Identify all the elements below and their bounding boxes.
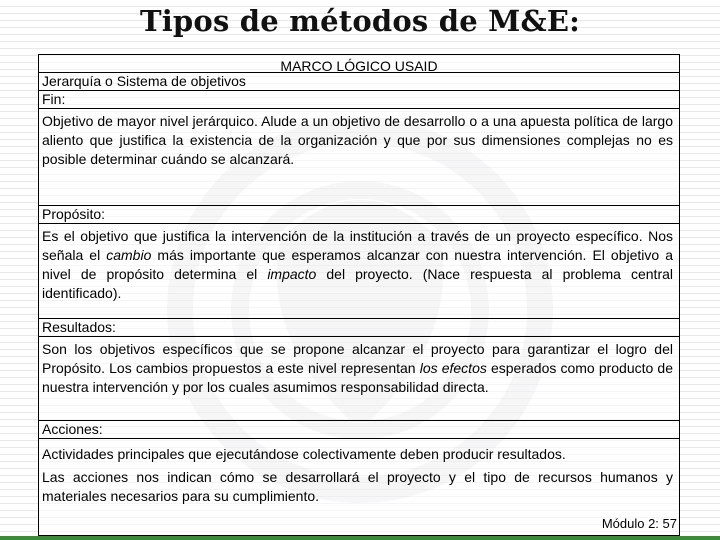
section-heading-proposito: Propósito:: [39, 205, 679, 224]
section-text-proposito: Es el objetivo que justifica la intervención de la institución a través de un proyecto específico. Nos señala el cambio más importante que esperamos alcanzar con nuestra intervención. El objetivo a nivel de propósito determina el impacto del proyecto. (Nace respuesta al problema central identificado).: [42, 228, 674, 301]
emphasis-impacto: impacto: [267, 266, 317, 282]
section-text-acciones-2: Las acciones nos indican cómo se desarrollará el proyecto y el tipo de recursos humanos y materiales necesarios para su cumplimiento.: [42, 469, 673, 504]
slide-footer: Módulo 2: 57: [601, 516, 677, 531]
emphasis-cambio: cambio: [106, 247, 152, 263]
section-text-acciones-1: Actividades principales que ejecutándose colectivamente deben producir resultados.: [42, 446, 566, 462]
emphasis-efectos: los efectos: [419, 360, 487, 376]
section-text-fin: Objetivo de mayor nivel jerárquico. Alude a un objetivo de desarrollo o a una apuesta política de largo aliento que justifica la existencia de la organización y que por sus dimensiones complejas no es posible determinar cuándo se alcanzará.: [42, 113, 673, 167]
section-heading-acciones: Acciones:: [39, 420, 679, 439]
bottom-accent-band: [0, 536, 720, 540]
table-header: MARCO LÓGICO USAID: [39, 55, 679, 73]
section-heading-fin: Fin:: [39, 90, 679, 109]
slide-title: Tipos de métodos de M&E:: [139, 4, 581, 38]
logframe-table: [38, 54, 680, 536]
section-heading-resultados: Resultados:: [39, 318, 679, 337]
section-text-resultados: Son los objetivos específicos que se propone alcanzar el proyecto para garantizar el logro del Propósito. Los cambios propuestos a este nivel representan los efectos esperados como producto de nuestra intervención y por los cuales asumimos responsabilidad directa.: [42, 341, 673, 395]
table-subheader: Jerarquía o Sistema de objetivos: [42, 73, 246, 89]
